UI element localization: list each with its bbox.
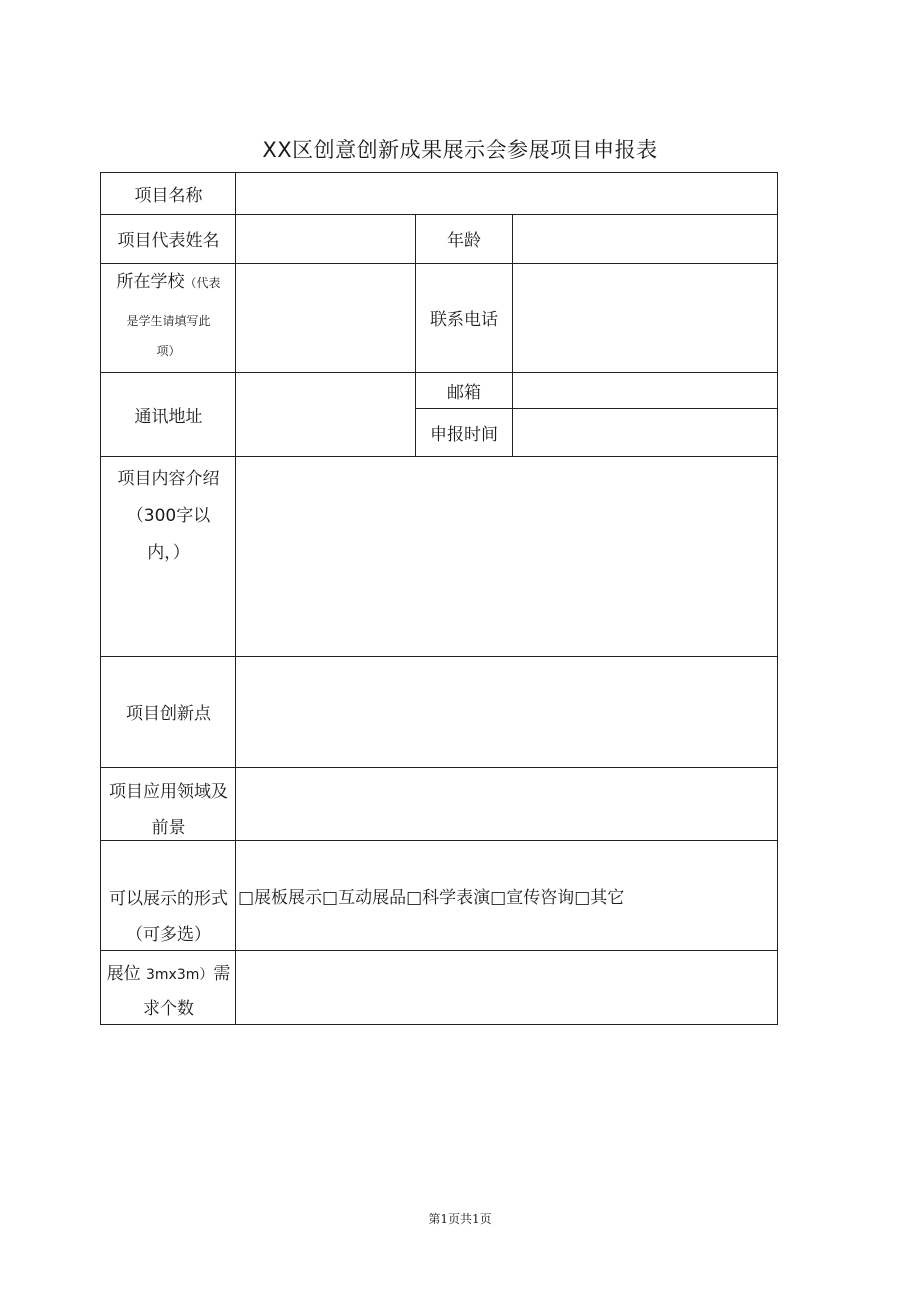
application-label-block [101, 774, 236, 846]
content-field[interactable] [236, 457, 777, 656]
age-label: 年龄 [447, 231, 481, 251]
apply-time-field[interactable] [513, 409, 777, 456]
age-field[interactable] [513, 214, 777, 263]
address-field[interactable] [236, 373, 415, 456]
school-note-3: 项） [156, 344, 181, 358]
project-name-label: 项目名称 [134, 186, 203, 206]
school-field[interactable] [236, 264, 415, 372]
booth-label-part2: 3mx3m） [146, 967, 214, 983]
content-label-line2: （300字以 [126, 506, 211, 526]
application-label-line2: 前景 [151, 818, 186, 838]
booth-label-part3: 需 [213, 964, 231, 984]
content-label-line3: 内，） [147, 543, 190, 563]
application-form-table [100, 172, 778, 1025]
school-label-block [101, 264, 236, 362]
school-note-1: （代表 [184, 276, 221, 290]
display-label-line2: （可多选） [126, 925, 211, 945]
application-field[interactable] [236, 768, 777, 840]
address-label: 通讯地址 [134, 406, 203, 427]
booth-label-part1: 展位 [106, 964, 141, 984]
school-note-2: 是学生请填写此 [126, 314, 211, 328]
display-options[interactable]: □展板展示□互动展品□科学表演□宣传咨询□其它 [238, 888, 625, 908]
phone-field[interactable] [513, 264, 777, 372]
content-label-line1: 项目内容介绍 [117, 469, 220, 489]
content-label-block [101, 461, 236, 572]
page-footer: 第1页共1页 [428, 1212, 492, 1226]
application-label-line1: 项目应用领域及 [109, 782, 228, 802]
innovation-field[interactable] [236, 657, 777, 767]
display-label-block [101, 881, 236, 953]
email-label: 邮箱 [447, 382, 481, 403]
school-label: 所在学校 [116, 272, 185, 292]
rep-name-label: 项目代表姓名 [117, 231, 220, 251]
innovation-label: 项目创新点 [126, 704, 211, 724]
display-label-line1: 可以展示的形式 [109, 889, 228, 909]
form-title: XX区创意创新成果展示会参展项目申报表 [262, 138, 658, 162]
phone-label: 联系电话 [430, 310, 498, 330]
booth-label-block [101, 957, 236, 1026]
rep-name-field[interactable] [236, 214, 415, 263]
project-name-field[interactable] [236, 173, 777, 214]
booth-label-line2: 求个数 [143, 999, 194, 1019]
apply-time-label: 申报时间 [430, 424, 498, 445]
email-field[interactable] [513, 373, 777, 408]
booth-field[interactable] [236, 951, 777, 1024]
